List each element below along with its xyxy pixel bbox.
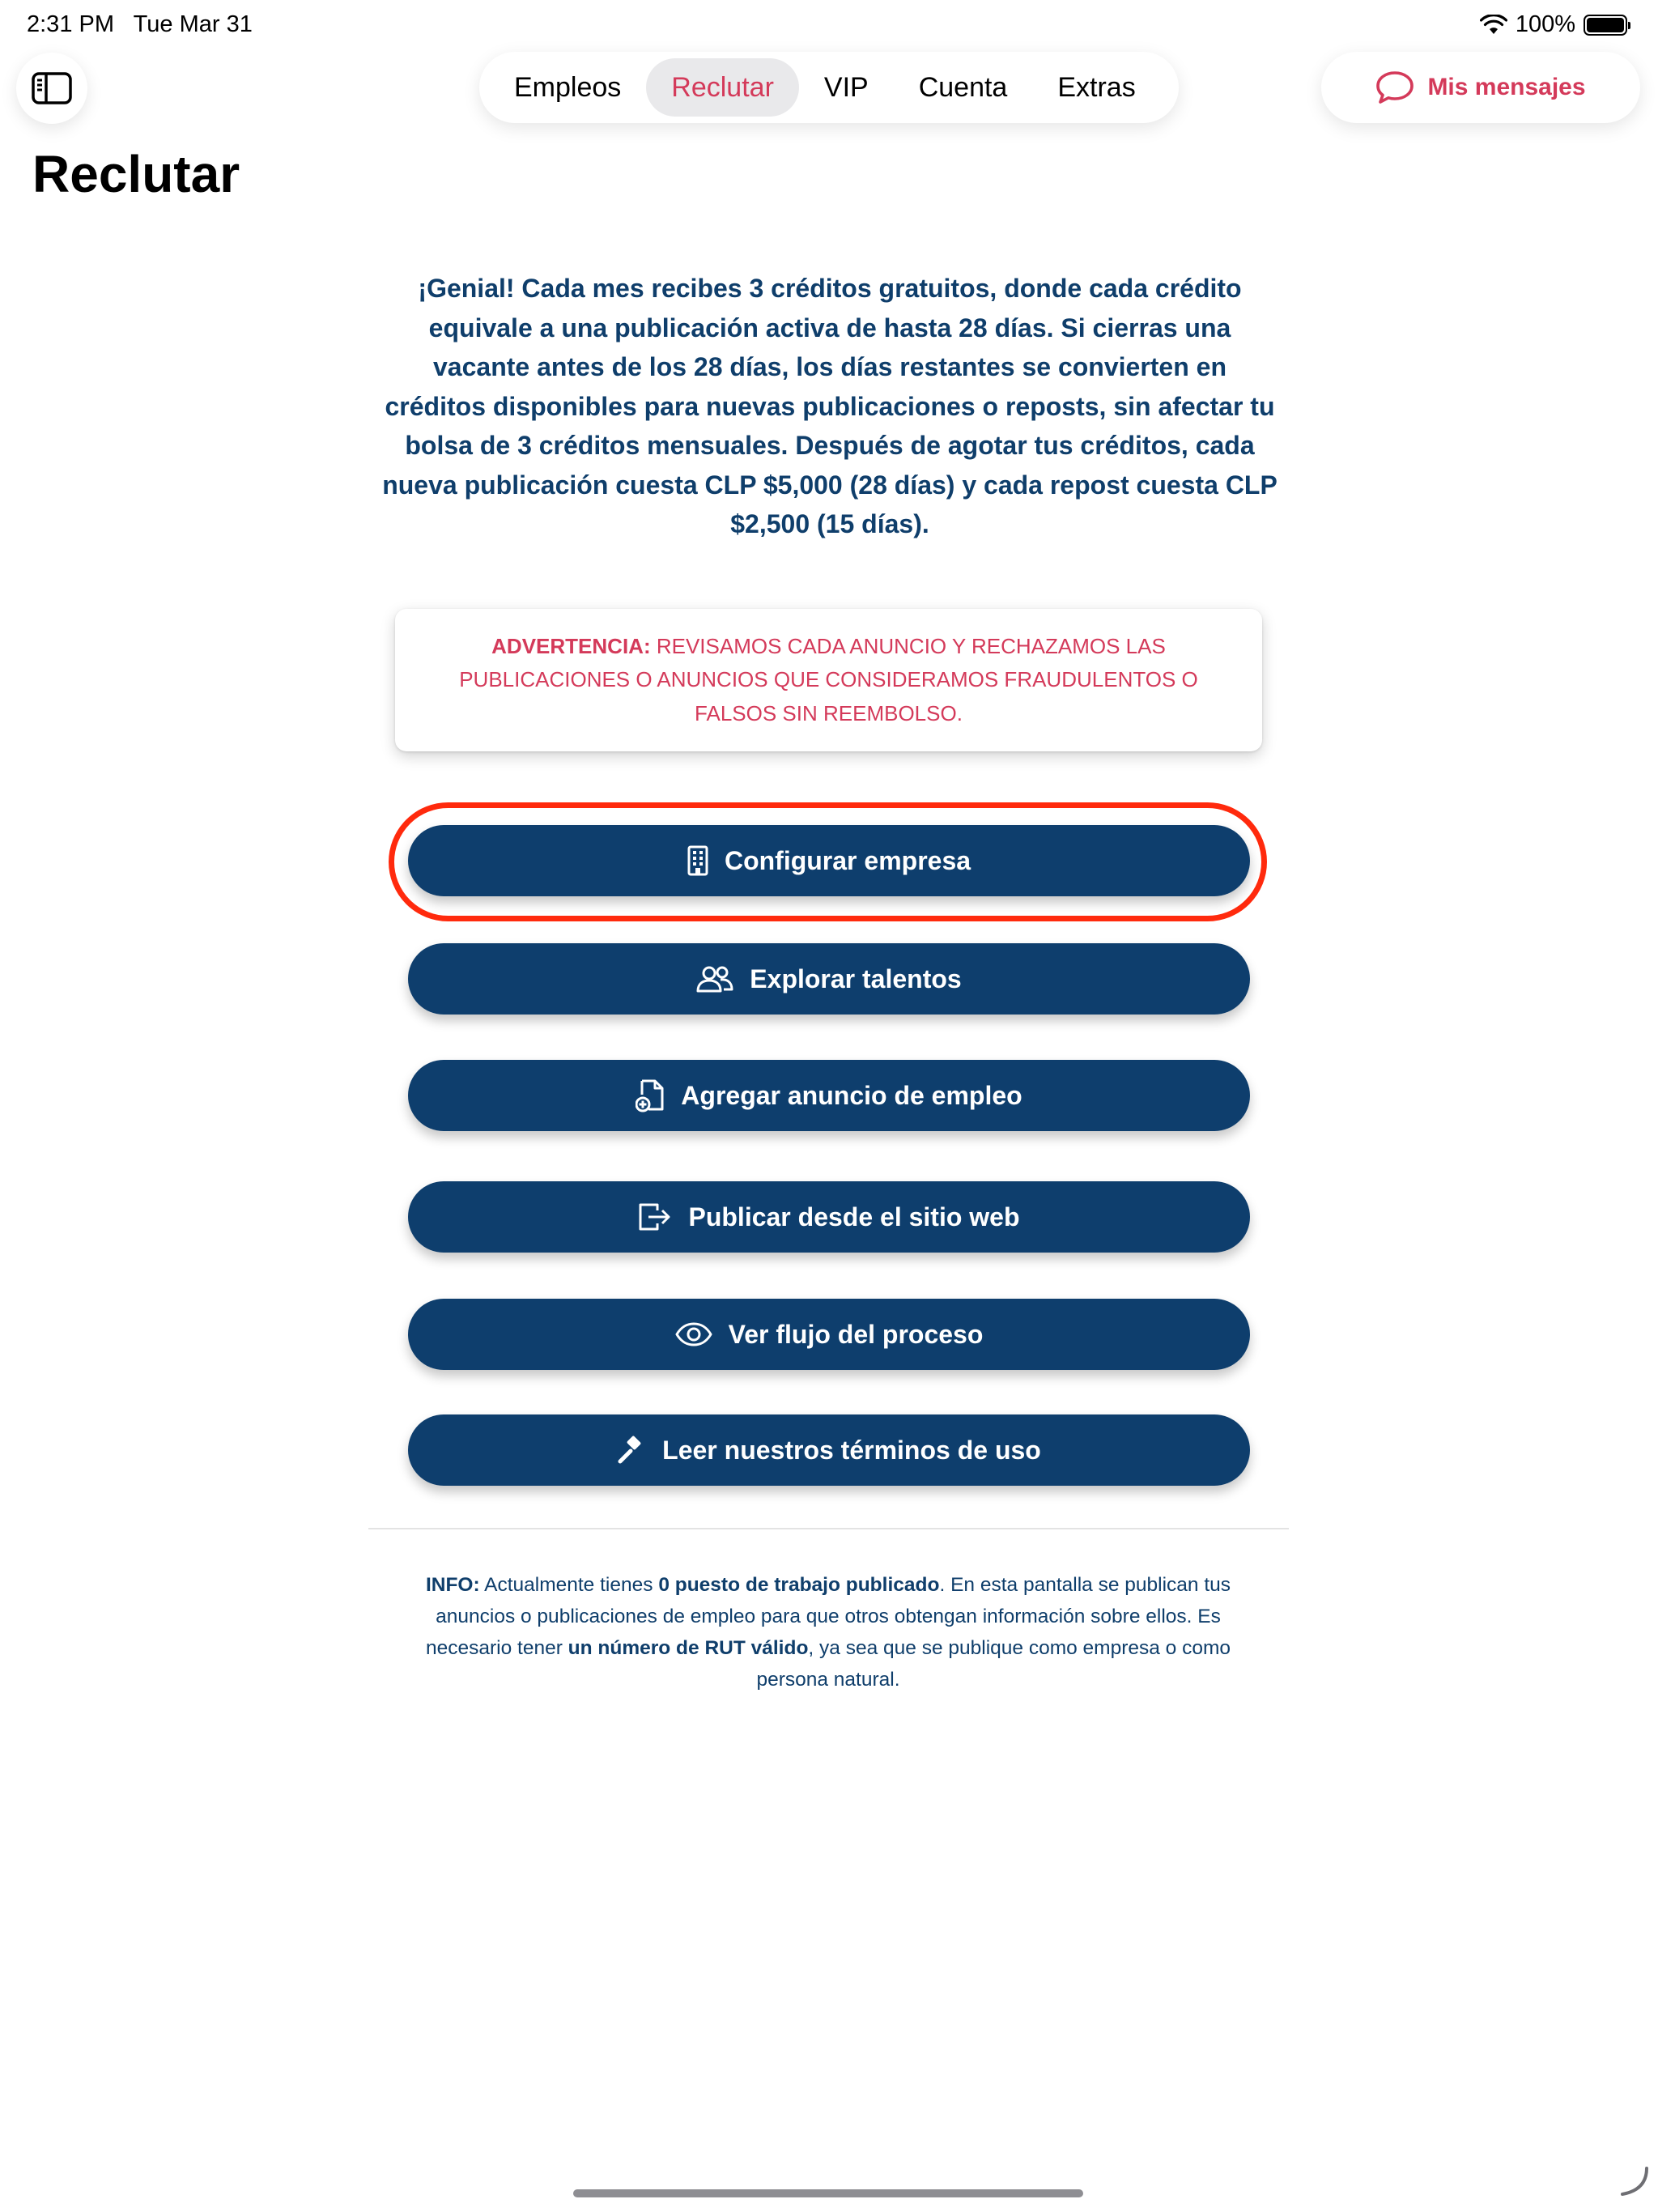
messages-button[interactable] (1321, 52, 1640, 123)
add-job-post-button[interactable] (408, 1060, 1250, 1131)
add-job-post-label: Agregar anuncio de empleo (681, 1080, 1022, 1110)
warning-card (395, 609, 1262, 751)
info-part-1: Actualmente tienes (484, 1574, 653, 1596)
tab-cuenta[interactable]: Cuenta (918, 71, 1008, 103)
divider (368, 1528, 1289, 1529)
eye-icon (675, 1322, 712, 1346)
read-terms-label: Leer nuestros términos de uso (662, 1435, 1041, 1465)
top-tab-bar (479, 52, 1179, 123)
warning-label: ADVERTENCIA: (491, 633, 651, 658)
resize-corner-icon (1618, 2165, 1650, 2197)
document-add-icon (636, 1078, 665, 1112)
sign-out-icon (638, 1202, 672, 1232)
publish-from-website-label: Publicar desde el sitio web (688, 1202, 1020, 1231)
read-terms-button[interactable] (408, 1414, 1250, 1486)
battery-icon (1584, 15, 1627, 36)
explore-talent-label: Explorar talentos (750, 963, 962, 993)
configure-company-button[interactable] (408, 825, 1250, 896)
info-label: INFO: (425, 1574, 480, 1596)
sidebar-toggle-button[interactable] (16, 53, 87, 124)
messages-label: Mis mensajes (1427, 74, 1586, 100)
jobs-count-text: 0 puesto de trabajo publicado (658, 1574, 940, 1596)
rut-text: un número de RUT válido (568, 1637, 809, 1659)
people-icon (696, 965, 733, 993)
status-indicators (1480, 11, 1627, 38)
sidebar-icon (32, 72, 72, 104)
status-time: 2:31 PM Tue Mar 31 (27, 11, 253, 37)
tab-empleos[interactable]: Empleos (514, 71, 622, 103)
page-title: Reclutar (32, 145, 240, 203)
info-part-2: . En esta pantalla se publican tus anuncios o publicaciones de empleo para que otros obtengan información sobre ellos. Es necesario tener (425, 1574, 1231, 1659)
warning-body: REVISAMOS CADA ANUNCIO Y RECHAZAMOS LAS PUBLICACIONES O ANUNCIOS QUE CONSIDERAMOS FRAUDULENTOS O FALSOS SIN REEMBOLSO. (459, 633, 1198, 725)
info-text (397, 1569, 1260, 1695)
home-indicator[interactable] (573, 2189, 1083, 2197)
battery-percent: 100% (1515, 11, 1575, 37)
view-process-flow-button[interactable] (408, 1299, 1250, 1370)
credits-intro-text: ¡Genial! Cada mes recibes 3 créditos gratuitos, donde cada crédito equivale a una publicación activa de hasta 28 días. Si cierras una vacante antes de los 28 días, los días restantes se convierten en créditos disponibles para nuevas publicaciones o reposts, sin afectar tu bolsa de 3 créditos mensuales. Después de agotar tus créditos, cada nueva publicación cuesta CLP $5,000 (28 días) y cada repost cuesta CLP $2,500 (15 días). (382, 274, 1278, 538)
configure-company-label: Configurar empresa (724, 845, 971, 875)
chat-bubble-icon (1375, 70, 1414, 105)
view-process-flow-label: Ver flujo del proceso (728, 1319, 984, 1349)
tab-vip[interactable]: VIP (823, 71, 869, 103)
tab-extras[interactable]: Extras (1057, 71, 1136, 103)
building-icon (687, 845, 708, 876)
tab-reclutar[interactable]: Reclutar (646, 58, 799, 117)
warning-text (419, 630, 1238, 731)
info-part-3: , ya sea que se publique como empresa o como persona natural. (756, 1637, 1231, 1691)
explore-talent-button[interactable] (408, 943, 1250, 1015)
wifi-icon (1480, 15, 1507, 36)
gavel-icon (617, 1436, 646, 1465)
publish-from-website-button[interactable] (408, 1181, 1250, 1253)
